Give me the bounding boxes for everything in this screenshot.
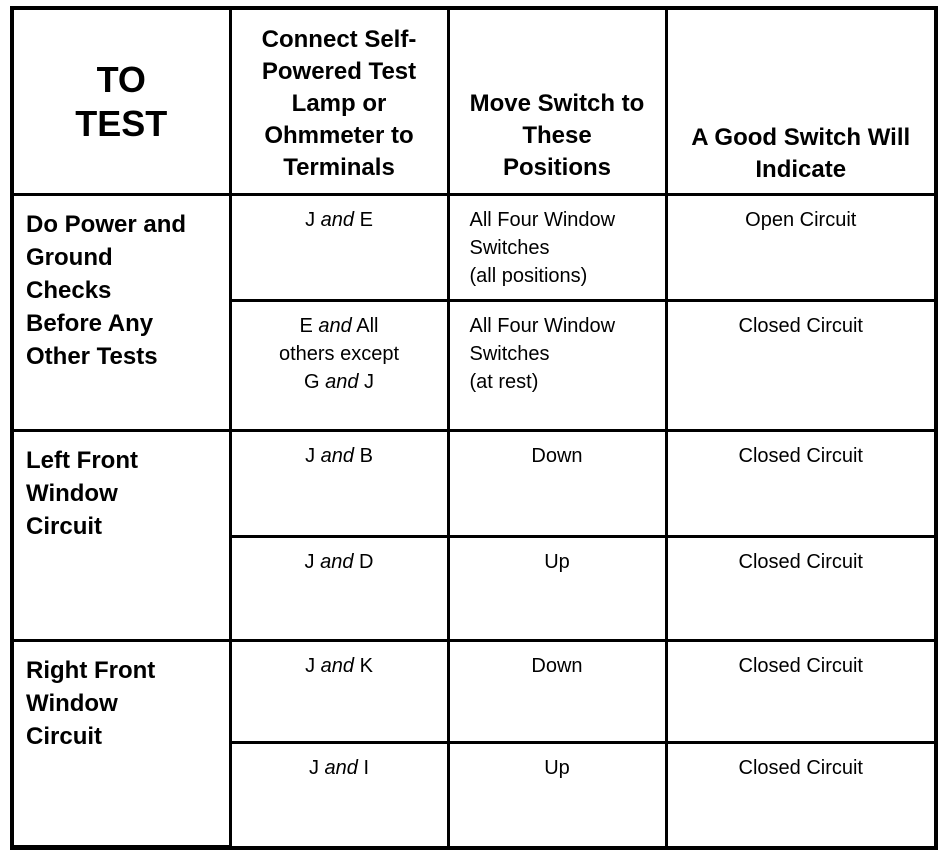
positions-cell — [448, 194, 666, 300]
group-label-line: Window — [26, 689, 118, 717]
indicate-cell — [666, 742, 934, 846]
indicate-text: Closed Circuit — [738, 444, 863, 467]
group-label-line: Right Front — [26, 656, 156, 684]
switch-test-table — [14, 10, 934, 848]
positions-cell — [448, 430, 666, 536]
header-connect-label: Connect Self-Powered Test Lamp or Ohmmeter to Terminals — [261, 26, 417, 181]
position-text: Down — [531, 444, 583, 467]
indicate-text: Closed Circuit — [738, 654, 863, 677]
group-label-line: Other Tests — [26, 342, 158, 370]
positions-cell — [448, 742, 666, 846]
header-to-test — [14, 10, 230, 194]
group-label-line: Before Any — [26, 309, 154, 337]
indicate-text: Open Circuit — [745, 208, 857, 231]
group-label-line: Window — [26, 479, 118, 507]
group-label-line: Circuit — [26, 512, 103, 540]
indicate-text: Closed Circuit — [738, 550, 863, 573]
terminals-cell — [230, 430, 448, 536]
header-move-label: Move Switch to These Positions — [469, 90, 645, 181]
switch-test-table-frame — [10, 6, 938, 850]
position-text: Down — [531, 654, 583, 677]
group-label-line: Ground — [26, 243, 113, 271]
group-label — [14, 642, 229, 753]
indicate-text: Closed Circuit — [738, 756, 863, 779]
header-connect — [230, 10, 448, 194]
positions-cell — [448, 300, 666, 430]
positions-cell — [448, 536, 666, 640]
terminals-cell — [230, 742, 448, 846]
header-to-test-label: TO TEST — [75, 59, 168, 144]
table-row — [14, 430, 934, 536]
group-label-line: Do Power and — [26, 210, 187, 238]
terminals-cell — [230, 300, 448, 430]
header-row — [14, 10, 934, 194]
terminals-text: J and B — [305, 444, 373, 467]
indicate-cell — [666, 430, 934, 536]
terminals-cell — [230, 194, 448, 300]
table-row — [14, 194, 934, 300]
header-good-label: A Good Switch Will Indicate — [691, 124, 911, 183]
header-move — [448, 10, 666, 194]
indicate-cell — [666, 300, 934, 430]
positions-text: All Four Window Switches (all positions) — [469, 208, 616, 287]
indicate-text: Closed Circuit — [738, 314, 863, 337]
terminals-cell — [230, 640, 448, 742]
group-right-front — [14, 640, 230, 846]
positions-cell — [448, 640, 666, 742]
position-text: Up — [544, 550, 570, 573]
group-label-line: Left Front — [26, 446, 138, 474]
group-label — [14, 432, 229, 543]
indicate-cell — [666, 536, 934, 640]
terminals-text: J and E — [305, 208, 373, 231]
positions-text: All Four Window Switches (at rest) — [469, 314, 616, 393]
terminals-text: J and I — [308, 756, 370, 779]
header-good — [666, 10, 934, 194]
terminals-text: J and K — [305, 654, 373, 677]
terminals-cell — [230, 536, 448, 640]
group-label-line: Checks — [26, 276, 112, 304]
indicate-cell — [666, 194, 934, 300]
terminals-text: J and D — [304, 550, 374, 573]
position-text: Up — [544, 756, 570, 779]
group-power-ground — [14, 194, 230, 430]
group-left-front — [14, 430, 230, 640]
group-label-line: Circuit — [26, 722, 103, 750]
terminals-text: E and All others except G and J — [278, 314, 400, 393]
indicate-cell — [666, 640, 934, 742]
group-label — [14, 196, 229, 373]
table-row — [14, 640, 934, 742]
